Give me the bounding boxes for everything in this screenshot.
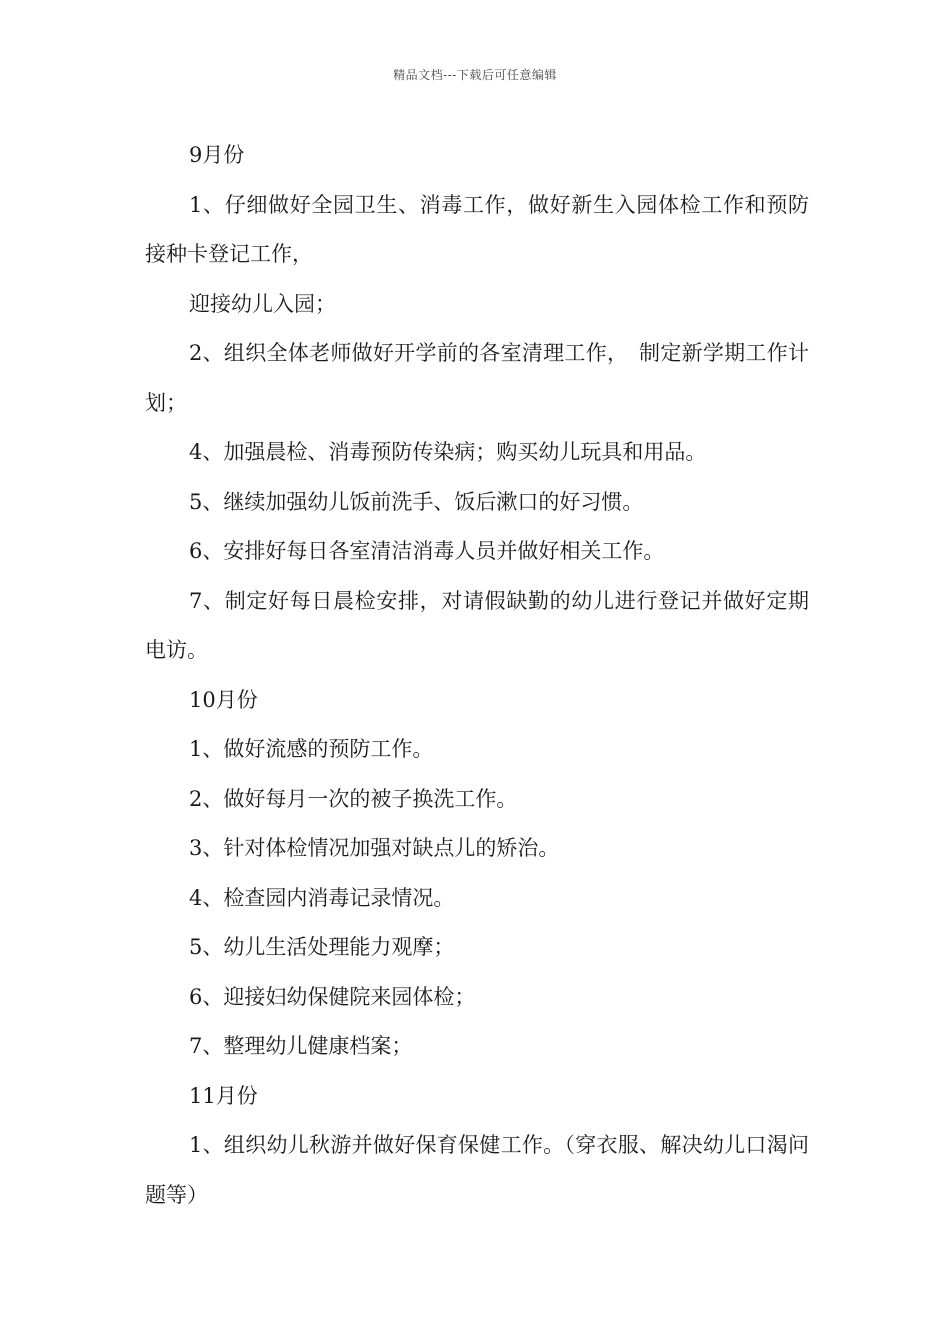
paragraph: 7、整理幼儿健康档案； (189, 1034, 413, 1058)
paragraph: 7、制定好每日晨检安排，对请假缺勤的幼儿进行登记并做好定期电访。 (145, 588, 809, 662)
paragraph: 4、检查园内消毒记录情况。 (189, 885, 455, 910)
section-heading-november: 11月份 (189, 1083, 258, 1108)
section-heading-october: 10月份 (189, 687, 258, 712)
paragraph: 5、继续加强幼儿饭前洗手、饭后漱口的好习惯。 (189, 489, 644, 514)
section-heading-september: 9月份 (189, 143, 245, 167)
paragraph: 4、加强晨检、消毒预防传染病；购买幼儿玩具和用品。 (189, 440, 707, 464)
paragraph: 6、迎接妇幼保健院来园体检； (189, 984, 476, 1009)
paragraph: 6、安排好每日各室清洁消毒人员并做好相关工作。 (189, 539, 665, 563)
page-header: 精品文档---下载后可任意编辑 (393, 68, 557, 82)
paragraph: 3、针对体检情况加强对缺点儿的矫治。 (189, 836, 560, 860)
document-body (145, 131, 809, 1220)
paragraph: 5、幼儿生活处理能力观摩； (189, 935, 455, 959)
paragraph: 1、仔细做好全园卫生、消毒工作，做好新生入园体检工作和预防接种卡登记工作， (145, 192, 809, 266)
paragraph: 1、组织幼儿秋游并做好保育保健工作。（穿衣服、解决幼儿口渴问题等） (145, 1133, 809, 1207)
paragraph: 1、做好流感的预防工作。 (189, 737, 434, 761)
paragraph: 2、组织全体老师做好开学前的各室清理工作， 制定新学期工作计划； (145, 341, 809, 415)
paragraph: 迎接幼儿入园； (189, 291, 336, 316)
paragraph: 2、做好每月一次的被子换洗工作。 (189, 786, 518, 811)
